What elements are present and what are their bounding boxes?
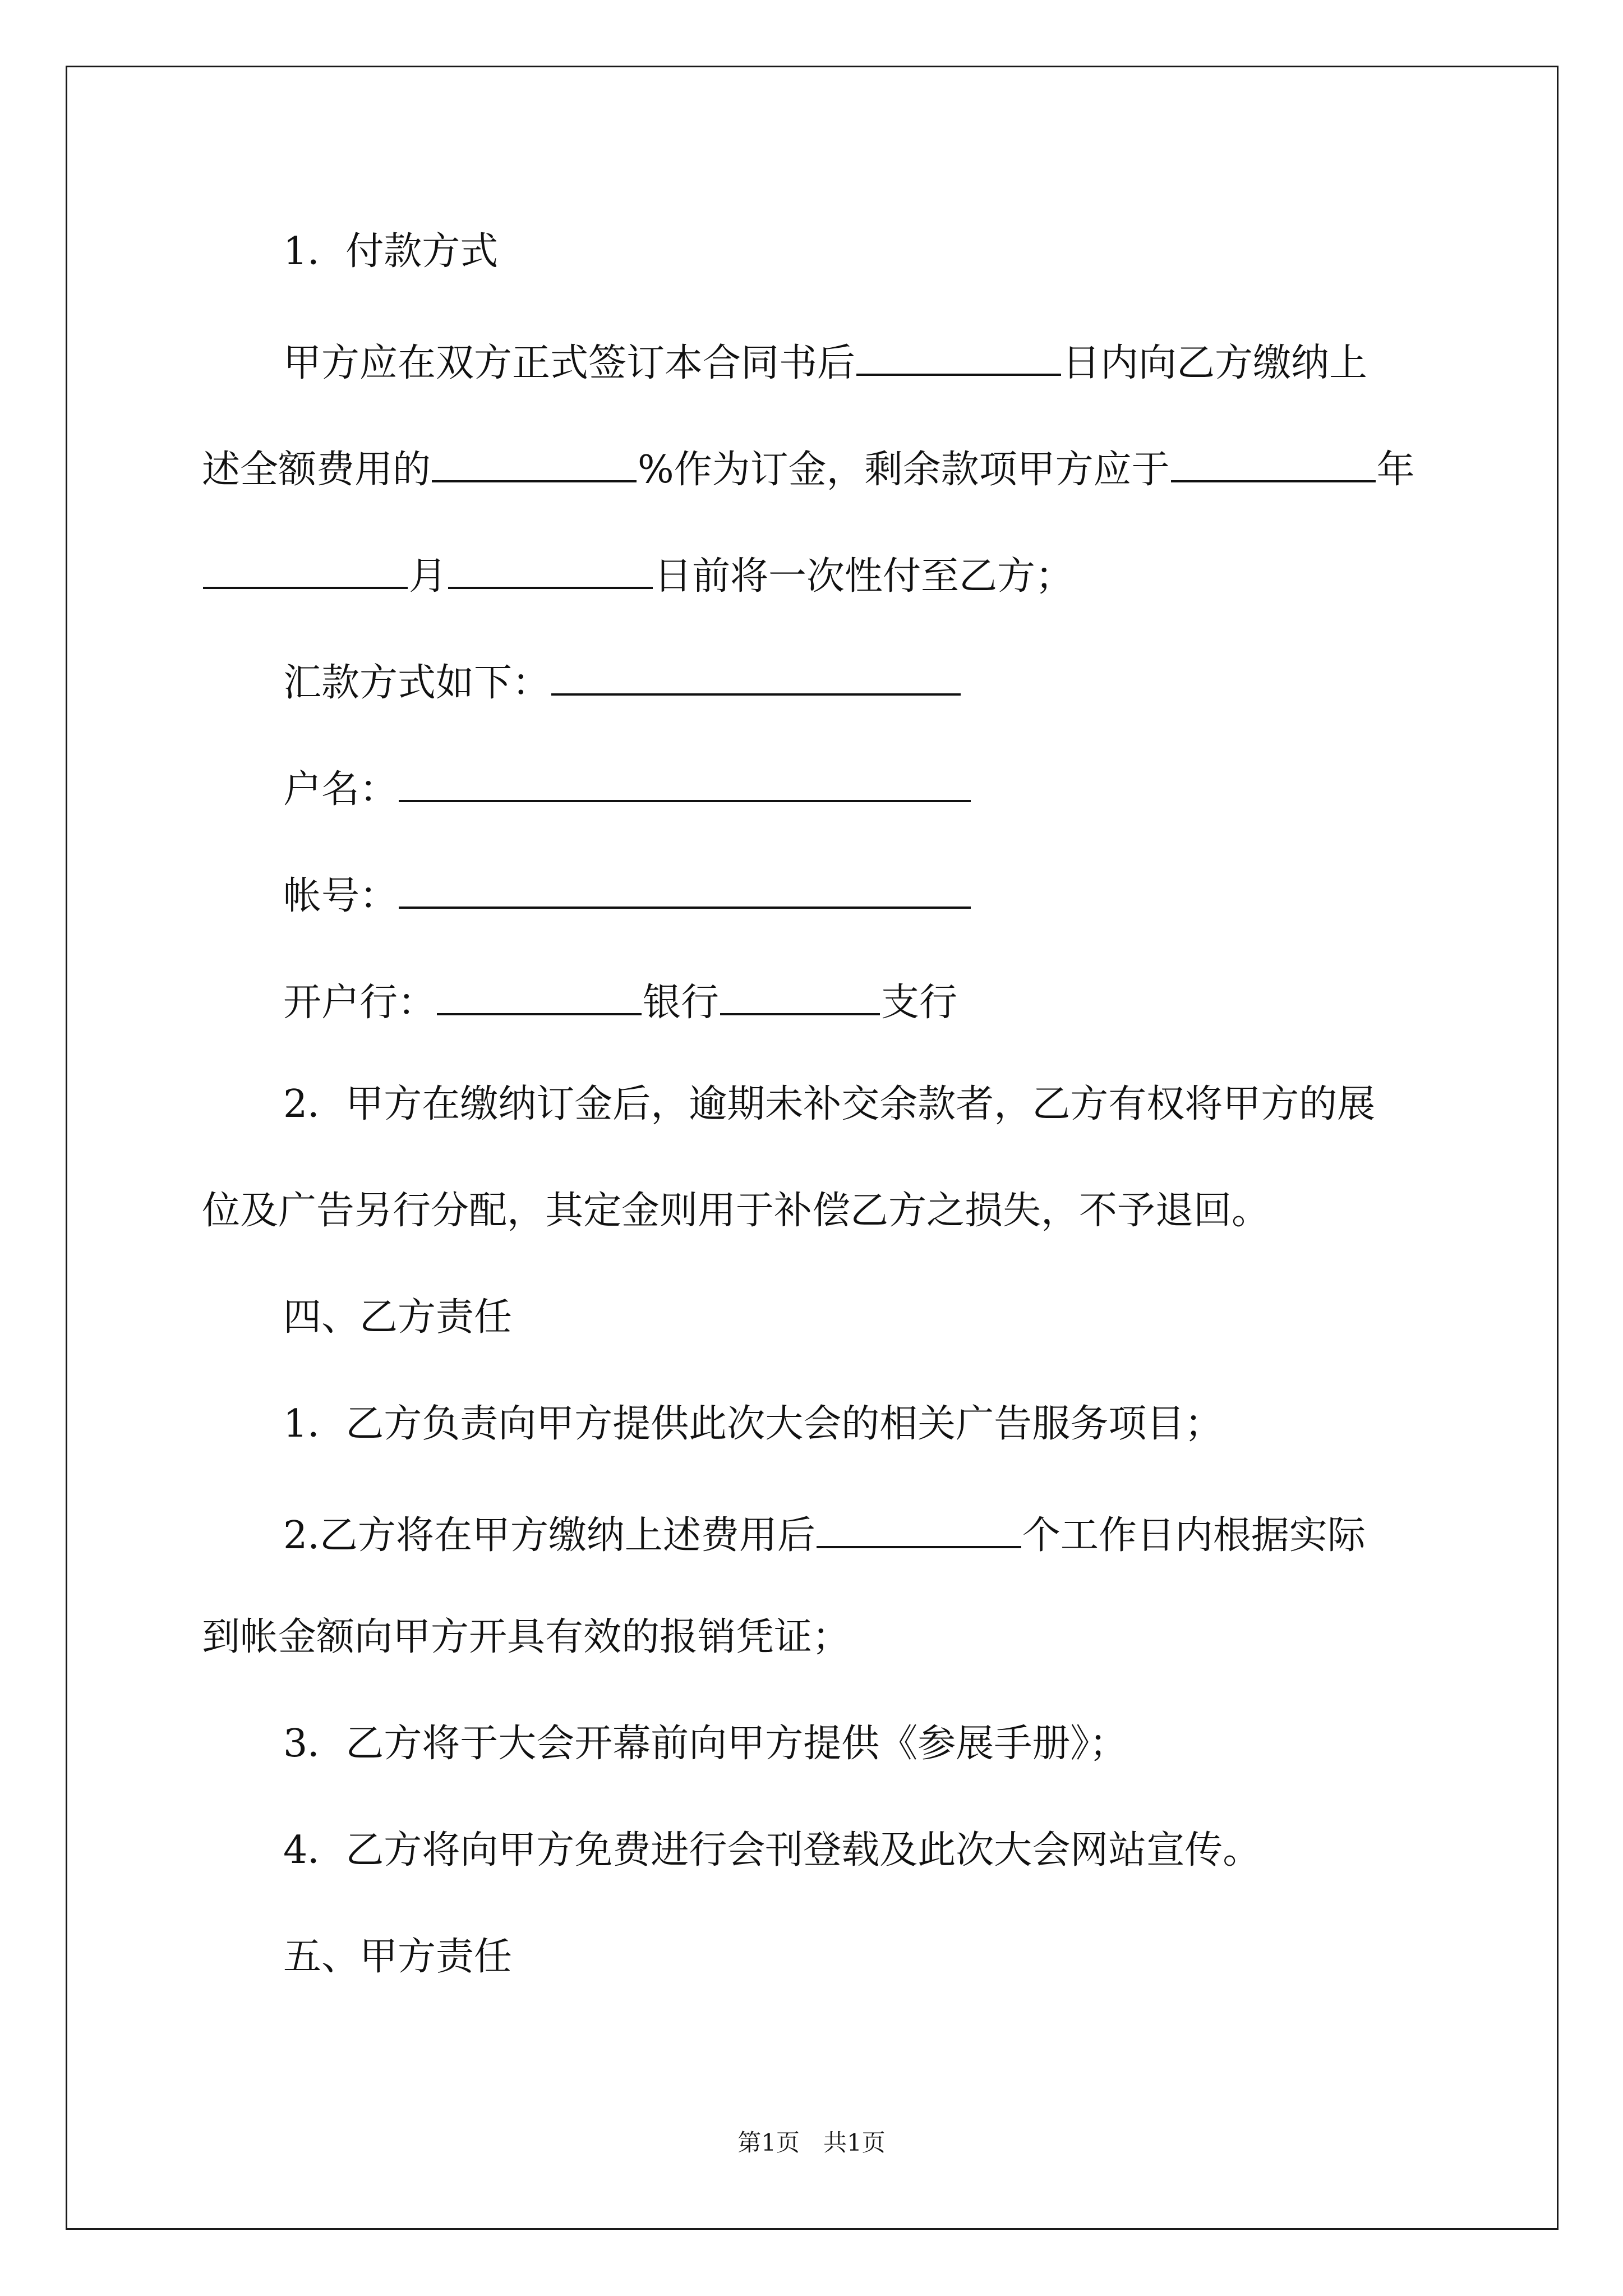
remittance-line: 汇款方式如下： xyxy=(283,659,962,702)
blank-day[interactable] xyxy=(448,553,653,589)
section-4-item-1: 1．乙方负责向甲方提供此次大会的相关广告服务项目； xyxy=(283,1402,1223,1446)
section-4-item-3: 3．乙方将于大会开幕前向甲方提供《参展手册》； xyxy=(283,1722,1128,1766)
paragraph-2-line-1: 2．甲方在缴纳订金后，逾期未补交余款者，乙方有权将甲方的展 xyxy=(283,1082,1376,1126)
heading-payment-method: 1．付款方式 xyxy=(283,229,499,274)
blank-percent[interactable] xyxy=(432,446,637,482)
page-border xyxy=(66,66,1559,2230)
section-4-item-4: 4．乙方将向甲方免费进行会刊登载及此次大会网站宣传。 xyxy=(283,1828,1261,1872)
paragraph-1-line-2: 述全额费用的 %作为订金，剩余款项甲方应于 年 xyxy=(202,446,1415,489)
blank-working-days[interactable] xyxy=(817,1512,1021,1548)
blank-account-name[interactable] xyxy=(399,766,971,802)
blank-year[interactable] xyxy=(1171,446,1376,482)
blank-branch[interactable] xyxy=(720,979,880,1015)
account-number-line: 帐号： xyxy=(283,872,972,915)
section-5-heading: 五、甲方责任 xyxy=(283,1935,513,1979)
section-4-item-2-line-1: 2.乙方将在甲方缴纳上述费用后 个工作日内根据实际 xyxy=(283,1512,1366,1555)
paragraph-1-line-1: 甲方应在双方正式签订本合同书后 日内向乙方缴纳上 xyxy=(283,339,1367,383)
blank-bank[interactable] xyxy=(437,979,642,1015)
blank-days[interactable] xyxy=(856,339,1061,376)
blank-account-number[interactable] xyxy=(399,872,971,909)
page-number-footer: 第1页 共1页 xyxy=(737,2129,886,2156)
paragraph-2-line-2: 位及广告另行分配，其定金则用于补偿乙方之损失，不予退回。 xyxy=(202,1189,1270,1233)
section-4-item-2-line-2: 到帐金额向甲方开具有效的报销凭证； xyxy=(202,1615,851,1659)
blank-month[interactable] xyxy=(203,553,408,589)
account-name-line: 户名： xyxy=(283,766,972,809)
blank-remittance[interactable] xyxy=(551,659,961,696)
paragraph-1-line-3: 月 日前将一次性付至乙方； xyxy=(202,553,1073,596)
section-4-heading: 四、乙方责任 xyxy=(283,1295,513,1340)
bank-line: 开户行： 银行 支行 xyxy=(283,979,957,1022)
